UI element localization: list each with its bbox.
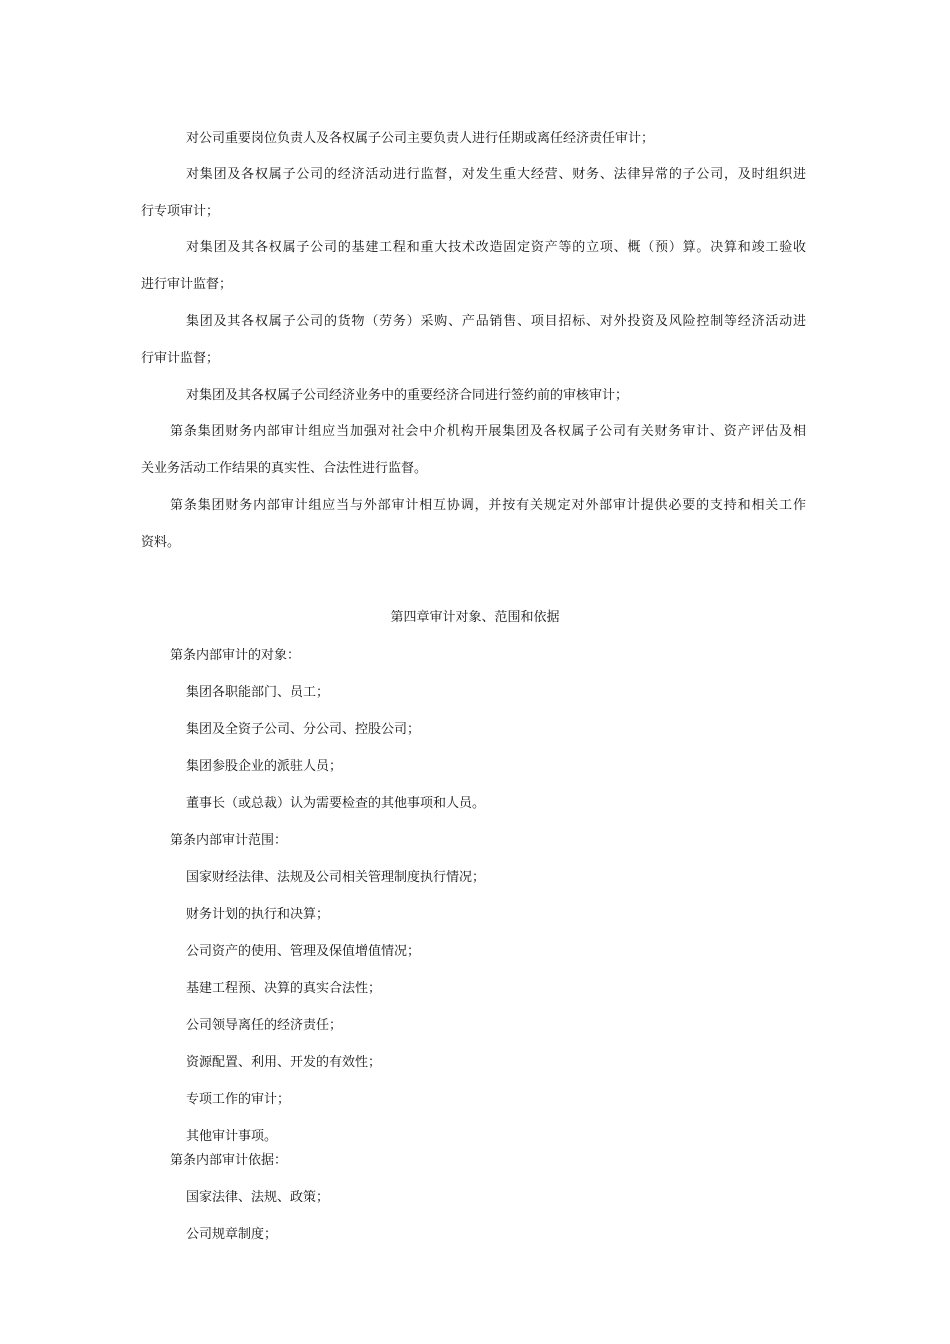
paragraph-line: 资料。 (141, 535, 181, 550)
list-item: 集团参股企业的派驻人员； (186, 759, 343, 774)
article-line: 第条内部审计的对象： (170, 648, 301, 663)
list-item: 资源配置、利用、开发的有效性； (186, 1055, 382, 1070)
chapter-heading: 第四章审计对象、范围和依据 (390, 610, 560, 625)
list-item: 公司领导离任的经济责任； (186, 1018, 343, 1033)
article-line: 第条内部审计依据： (170, 1153, 288, 1168)
list-item: 集团各职能部门、员工； (186, 685, 330, 700)
paragraph-line: 对集团及各权属子公司的经济活动进行监督，对发生重大经营、财务、法律异常的子公司，及时组织进 (186, 167, 806, 182)
paragraph-line: 关业务活动工作结果的真实性、合法性进行监督。 (141, 461, 428, 476)
list-item: 公司规章制度； (186, 1227, 278, 1242)
paragraph-line: 集团及其各权属子公司的货物（劳务）采购、产品销售、项目招标、对外投资及风险控制等经济活动进 (186, 314, 806, 329)
list-item: 国家财经法律、法规及公司相关管理制度执行情况； (186, 870, 486, 885)
list-item: 基建工程预、决算的真实合法性； (186, 981, 382, 996)
paragraph-line: 对公司重要岗位负责人及各权属子公司主要负责人进行任期或离任经济责任审计； (186, 131, 655, 146)
list-item: 董事长（或总裁）认为需要检查的其他事项和人员。 (186, 796, 486, 811)
paragraph-line: 对集团及其各权属子公司的基建工程和重大技术改造固定资产等的立项、概（预）算。决算和竣工验收 (186, 240, 806, 255)
paragraph-line: 行专项审计； (141, 204, 220, 219)
list-item: 其他审计事项。 (186, 1129, 278, 1144)
article-line: 第条内部审计范围： (170, 833, 288, 848)
paragraph-line: 对集团及其各权属子公司经济业务中的重要经济合同进行签约前的审核审计； (186, 388, 629, 403)
list-item: 专项工作的审计； (186, 1092, 291, 1107)
paragraph-line: 进行审计监督； (141, 277, 233, 292)
paragraph-line: 第条集团财务内部审计组应当加强对社会中介机构开展集团及各权属子公司有关财务审计、资产评估及相 (170, 424, 806, 439)
list-item: 公司资产的使用、管理及保值增值情况； (186, 944, 421, 959)
list-item: 集团及全资子公司、分公司、控股公司； (186, 722, 421, 737)
list-item: 财务计划的执行和决算； (186, 907, 330, 922)
paragraph-line: 第条集团财务内部审计组应当与外部审计相互协调，并按有关规定对外部审计提供必要的支持和相关工作 (170, 498, 806, 513)
list-item: 国家法律、法规、政策； (186, 1190, 330, 1205)
paragraph-line: 行审计监督； (141, 351, 220, 366)
